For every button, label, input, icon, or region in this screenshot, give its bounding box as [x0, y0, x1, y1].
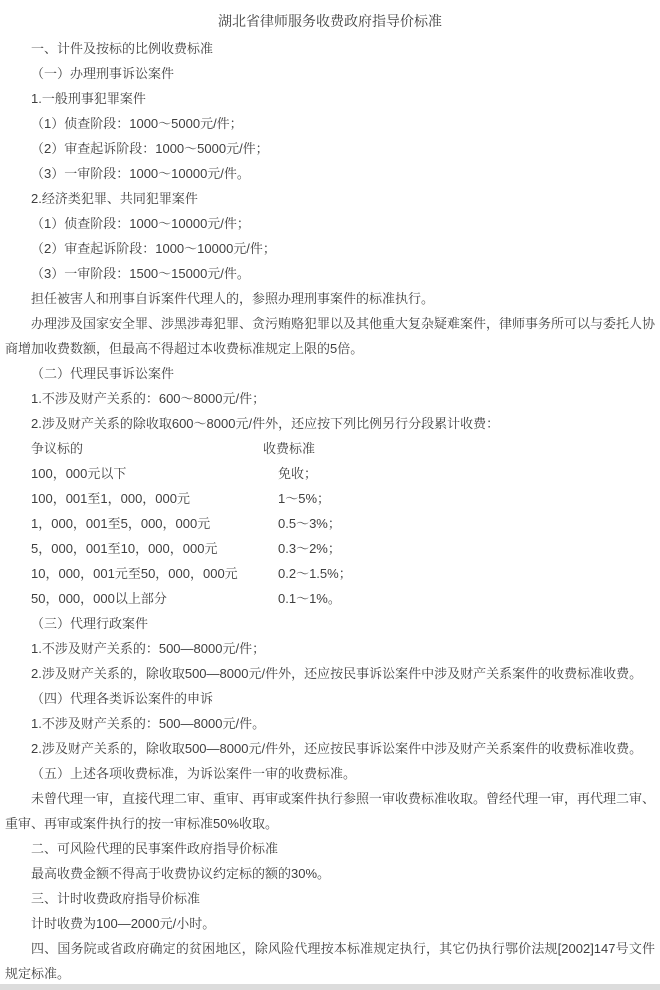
fee-table-col-value: 0.2～1.5%； — [278, 566, 352, 581]
paragraph: 办理涉及国家安全罪、涉黑涉毒犯罪、贪污贿赂犯罪以及其他重大复杂疑难案件，律师事务所可以与委托人协商增加收费数额，但最高不得超过本收费标准规定上限的5倍。 — [5, 316, 656, 356]
paragraph: 最高收费金额不得高于收费协议约定标的额的30%。 — [31, 866, 331, 881]
paragraph: 2.经济类犯罪、共同犯罪案件 — [31, 191, 198, 206]
fee-table-col-label: 5，000，001至10，000，000元 — [31, 541, 218, 556]
fee-table-row — [5, 586, 655, 611]
paragraph: （一）办理刑事诉讼案件 — [31, 66, 175, 81]
paragraph: （2）审查起诉阶段：1000～5000元/件； — [31, 141, 269, 156]
paragraph: 1.不涉及财产关系的：500—8000元/件； — [31, 641, 266, 656]
paragraph: 四、国务院或省政府确定的贫困地区，除风险代理按本标准规定执行，其它仍执行鄂价法规[2002]147号文件规定标准。 — [5, 941, 655, 981]
fee-table-col-value: 1～5%； — [278, 491, 331, 506]
paragraph: 三、计时收费政府指导价标准 — [31, 891, 201, 906]
fee-table-row — [5, 561, 655, 586]
paragraph: 2.涉及财产关系的，除收取500—8000元/件外，还应按民事诉讼案件中涉及财产关系案件的收费标准收费。 — [31, 666, 643, 681]
paragraph: 二、可风险代理的民事案件政府指导价标准 — [31, 841, 279, 856]
paragraph: 1.不涉及财产关系的：500—8000元/件。 — [31, 716, 266, 731]
paragraph: （3）一审阶段：1500～15000元/件。 — [31, 266, 250, 281]
document-blocks — [5, 36, 655, 986]
paragraph: （2）审查起诉阶段：1000～10000元/件； — [31, 241, 276, 256]
fee-table-row — [5, 536, 655, 561]
paragraph: 担任被害人和刑事自诉案件代理人的，参照办理刑事案件的标准执行。 — [31, 291, 435, 306]
paragraph: （四）代理各类诉讼案件的申诉 — [31, 691, 214, 706]
fee-table-col-value: 收费标准 — [263, 441, 316, 456]
paragraph: 2.涉及财产关系的，除收取500—8000元/件外，还应按民事诉讼案件中涉及财产关系案件的收费标准收费。 — [31, 741, 643, 756]
paragraph: 1.不涉及财产关系的：600～8000元/件； — [31, 391, 266, 406]
fee-table-header-row — [5, 436, 655, 461]
fee-table-col-value: 0.1～1%。 — [278, 591, 341, 606]
fee-table-col-label: 10，000，001元至50，000，000元 — [31, 566, 238, 581]
paragraph: 未曾代理一审，直接代理二审、重审、再审或案件执行参照一审收费标准收取。曾经代理一审，再代理二审、重审、再审或案件执行的按一审标准50%收取。 — [5, 791, 656, 831]
fee-table-col-label: 争议标的 — [31, 441, 84, 456]
fee-table-col-value: 0.3～2%； — [278, 541, 341, 556]
fee-table-col-label: 100，000元以下 — [31, 466, 127, 481]
fee-table-row — [5, 461, 655, 486]
paragraph: （1）侦查阶段：1000～5000元/件； — [31, 116, 243, 131]
fee-table-col-label: 1，000，001至5，000，000元 — [31, 516, 211, 531]
paragraph: （1）侦查阶段：1000～10000元/件； — [31, 216, 250, 231]
paragraph: （二）代理民事诉讼案件 — [31, 366, 175, 381]
paragraph: 1.一般刑事犯罪案件 — [31, 91, 146, 106]
document-title: 湖北省律师服务收费政府指导价标准 — [218, 13, 442, 29]
fee-table-col-label: 100，001至1，000，000元 — [31, 491, 190, 506]
fee-table-col-value: 免收； — [278, 466, 318, 481]
paragraph: 2.涉及财产关系的除收取600～8000元/件外，还应按下列比例另行分段累计收费： — [31, 416, 500, 431]
paragraph: （五）上述各项收费标准，为诉讼案件一审的收费标准。 — [31, 766, 357, 781]
paragraph: （三）代理行政案件 — [31, 616, 149, 631]
fee-table-row — [5, 511, 655, 536]
paragraph: 一、计件及按标的比例收费标准 — [31, 41, 214, 56]
fee-table-col-value: 0.5～3%； — [278, 516, 341, 531]
page-bottom-bar — [0, 984, 660, 990]
fee-table-row — [5, 486, 655, 511]
paragraph: （3）一审阶段：1000～10000元/件。 — [31, 166, 250, 181]
fee-table-col-label: 50，000，000以上部分 — [31, 591, 167, 606]
paragraph: 计时收费为100—2000元/小时。 — [31, 916, 216, 931]
